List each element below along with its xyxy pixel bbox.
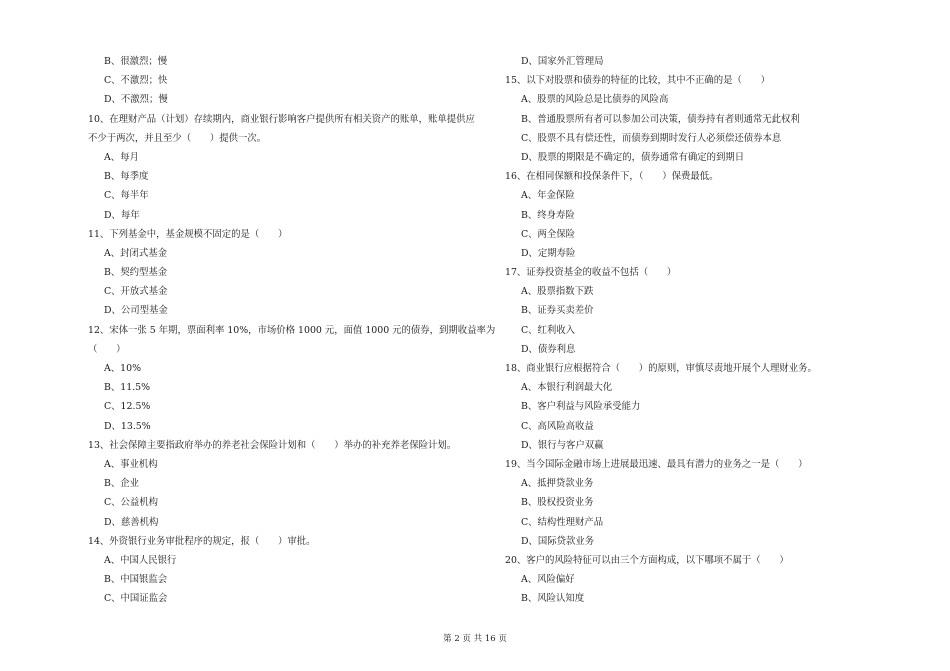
answer-option: C、开放式基金 xyxy=(104,286,168,298)
question-text: 11、下列基金中，基金规模不固定的是（ ） xyxy=(88,228,288,240)
question-text: 19、当今国际金融市场上进展最迅速、最具有潜力的业务之一是（ ） xyxy=(505,458,808,470)
question-text-continued: （ ） xyxy=(88,343,126,355)
answer-option: D、国家外汇管理局 xyxy=(521,56,604,67)
answer-option: B、每季度 xyxy=(104,171,149,183)
right-column xyxy=(505,52,915,608)
answer-option: D、定期寿险 xyxy=(521,247,576,259)
answer-option: C、股票不具有偿还性，而债券到期时发行人必须偿还债券本息 xyxy=(521,132,782,144)
answer-option: C、12.5% xyxy=(104,401,151,413)
question-text: 20、客户的风险特征可以由三个方面构成，以下哪项不属于（ ） xyxy=(505,554,789,566)
question-text: 16、在相同保额和投保条件下，（ ）保费最低。 xyxy=(505,171,719,183)
answer-option: B、普通股票所有者可以参加公司决策，债券持有者则通常无此权利 xyxy=(521,113,800,125)
answer-option: B、11.5% xyxy=(104,382,151,394)
question-text: 17、证券投资基金的收益不包括（ ） xyxy=(505,267,677,279)
answer-option: C、结构性理财产品 xyxy=(521,516,604,528)
answer-option: B、客户利益与风险承受能力 xyxy=(521,401,641,413)
answer-option: D、公司型基金 xyxy=(104,305,168,317)
question-text: 13、社会保障主要指政府举办的养老社会保险计划和（ ）举办的补充养老保险计划。 xyxy=(88,439,457,451)
answer-option: B、企业 xyxy=(104,478,140,490)
answer-option: A、事业机构 xyxy=(104,458,158,470)
question-text-continued: 不少于两次，并且至少（ ）提供一次。 xyxy=(88,132,267,144)
answer-option: C、红利收入 xyxy=(521,324,576,336)
answer-option: B、证券买卖差价 xyxy=(521,305,594,317)
answer-option: A、封闭式基金 xyxy=(104,247,168,259)
answer-option: D、债券利息 xyxy=(521,343,576,355)
page-footer: 第 2 页 共 16 页 xyxy=(443,634,507,644)
answer-option: C、不激烈；快 xyxy=(104,75,168,87)
answer-option: D、银行与客户双赢 xyxy=(521,439,604,451)
answer-option: D、13.5% xyxy=(104,420,151,432)
answer-option: A、抵押贷款业务 xyxy=(521,478,594,490)
question-text: 10、在理财产品（计划）存续期内，商业银行影响客户提供所有相关资产的账单，账单提供应 xyxy=(88,113,475,125)
answer-option: A、本银行利润最大化 xyxy=(521,382,613,394)
answer-option: D、不激烈；慢 xyxy=(104,94,168,106)
answer-option: B、很激烈；慢 xyxy=(104,56,168,67)
answer-option: C、公益机构 xyxy=(104,497,159,509)
answer-option: A、股票指数下跌 xyxy=(521,286,594,298)
answer-option: D、每年 xyxy=(104,209,140,221)
answer-option: A、中国人民银行 xyxy=(104,554,177,566)
answer-option: C、高风险高收益 xyxy=(521,420,594,432)
answer-option: A、股票的风险总是比债券的风险高 xyxy=(521,94,669,106)
answer-option: A、年金保险 xyxy=(521,190,575,202)
answer-option: A、10% xyxy=(104,363,141,374)
answer-option: A、风险偏好 xyxy=(521,574,575,586)
answer-option: C、两全保险 xyxy=(521,228,576,240)
answer-option: B、中国银监会 xyxy=(104,574,168,586)
answer-option: B、风险认知度 xyxy=(521,593,585,605)
answer-option: B、股权投资业务 xyxy=(521,497,594,509)
answer-option: B、终身寿险 xyxy=(521,209,575,221)
answer-option: C、每半年 xyxy=(104,190,149,202)
answer-option: B、契约型基金 xyxy=(104,267,168,279)
question-text: 15、以下对股票和债券的特征的比较，其中不正确的是（ ） xyxy=(505,75,771,87)
answer-option: D、国际贷款业务 xyxy=(521,535,595,547)
left-column xyxy=(88,52,496,608)
answer-option: D、慈善机构 xyxy=(104,516,159,528)
answer-option: D、股票的期限是不确定的，债券通常有确定的到期日 xyxy=(521,151,745,163)
answer-option: C、中国证监会 xyxy=(104,593,168,605)
question-text: 14、外资银行业务审批程序的规定，报（ ）审批。 xyxy=(88,535,316,547)
question-text: 12、宋体一张 5 年期，票面利率 10%，市场价格 1000 元，面值 1000 元的债券，到期收益率为 xyxy=(88,324,496,336)
answer-option: A、每月 xyxy=(104,151,139,163)
question-text: 18、商业银行应根据符合（ ）的原则，审慎尽责地开展个人理财业务。 xyxy=(505,363,817,374)
